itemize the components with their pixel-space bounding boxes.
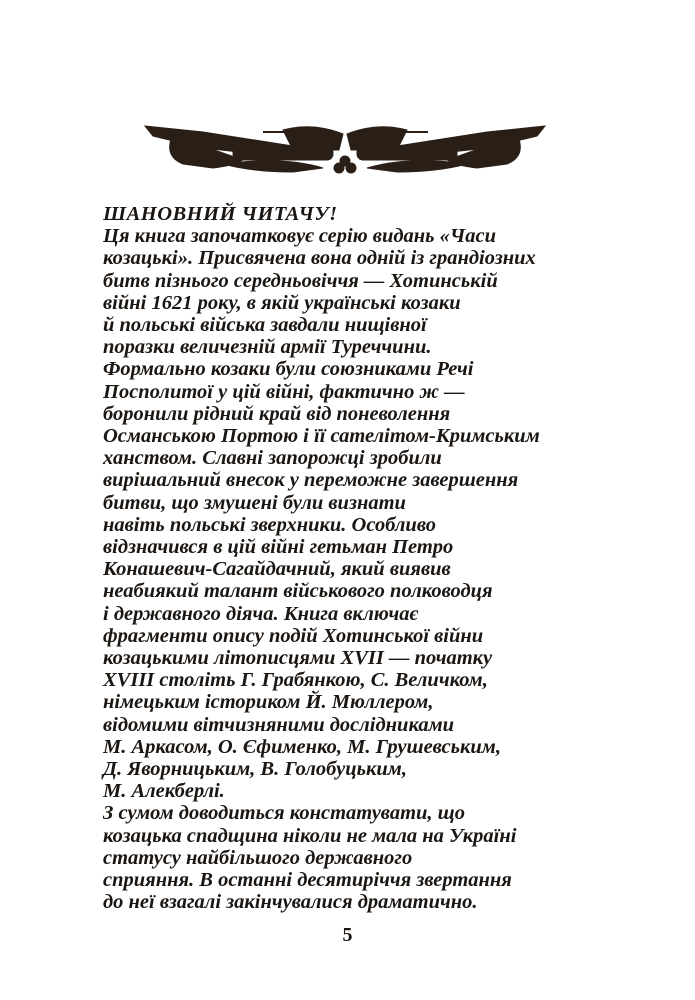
text-line: сприяння. В останні десятиріччя звертання bbox=[103, 869, 512, 892]
text-line: Конашевич-Сагайдачний, який виявив bbox=[103, 558, 451, 581]
text-line: німецьким істориком Й. Мюллером, bbox=[103, 691, 434, 714]
text-line: неабиякий талант військового полководця bbox=[103, 580, 493, 603]
text-line: козацька спадщина ніколи не мала на Україні bbox=[103, 824, 517, 847]
text-line: битви, що змушені були визнати bbox=[103, 491, 406, 514]
preface-body bbox=[103, 225, 540, 913]
text-line: ханством. Славні запорожці зробили bbox=[103, 447, 442, 470]
text-line: навіть польські зверхники. Особливо bbox=[103, 513, 436, 536]
text-line: битв пізнього середньовіччя — Хотинській bbox=[103, 269, 498, 292]
text-line: відзначився в цій війні гетьман Петро bbox=[103, 536, 454, 559]
text-line: фрагменти опису подій Хотинської війни bbox=[103, 624, 484, 647]
text-line: вирішальний внесок у переможне завершення bbox=[103, 469, 519, 492]
text-line: боронили рідний край від поневолення bbox=[103, 402, 451, 425]
text-line: й польські війська завдали нищівної bbox=[103, 314, 427, 337]
text-line: З сумом доводиться констатувати, що bbox=[103, 802, 466, 825]
preface-heading: ШАНОВНИЙ ЧИТАЧУ! bbox=[103, 203, 338, 225]
text-line: козацькими літописцями XVII — початку bbox=[103, 647, 493, 670]
text-line: статусу найбільшого державного bbox=[103, 846, 413, 869]
cannon-ornament-illustration bbox=[143, 106, 547, 178]
text-line: козацькі». Присвячена вона одній із грандіозних bbox=[103, 247, 536, 270]
text-line: і державного діяча. Книга включає bbox=[103, 602, 419, 625]
text-line: М. Аркасом, О. Єфименко, М. Грушевським, bbox=[103, 735, 501, 758]
text-line: відомими вітчизняними дослідниками bbox=[103, 713, 455, 736]
text-line: Посполитої у цій війні, фактично ж — bbox=[103, 380, 465, 403]
text-line: XVIII століть Г. Грабянкою, С. Величком, bbox=[103, 669, 488, 692]
text-line: Османською Портою і її сателітом-Кримським bbox=[103, 425, 540, 448]
text-line: Ця книга започатковує серію видань «Часи bbox=[103, 225, 496, 248]
text-line: поразки величезній армії Туреччини. bbox=[103, 336, 432, 359]
text-line: до неї взагалі закінчувалися драматично. bbox=[103, 891, 478, 914]
text-line: М. Алекберлі. bbox=[103, 780, 225, 803]
text-line: війні 1621 року, в якій українські козаки bbox=[103, 291, 461, 314]
preface-text bbox=[103, 203, 540, 914]
text-line: Формально козаки були союзниками Речі bbox=[103, 358, 474, 381]
page-number: 5 bbox=[342, 924, 353, 946]
text-line: Д. Яворницьким, В. Голобуцьким, bbox=[103, 758, 407, 781]
